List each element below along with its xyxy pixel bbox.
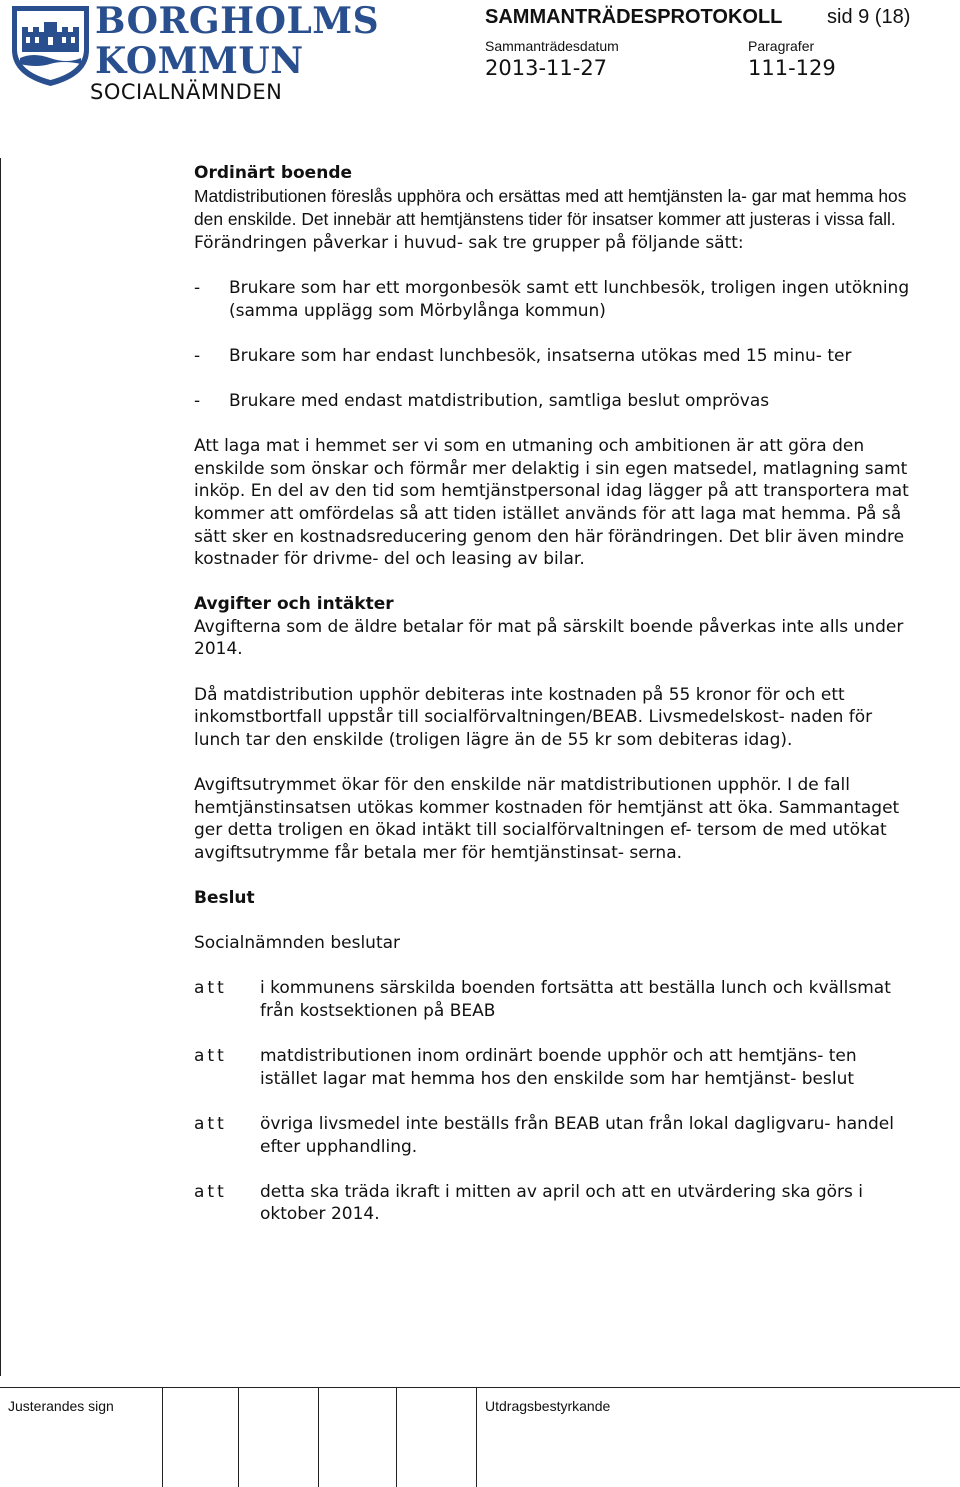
bullet-dash: - [194,390,201,411]
decision-item-text: matdistributionen inom ordinärt boende upphör och att hemtjäns- ten istället lagar mat hemma hos den enskilde som har hemtjänst- beslut [260,1046,857,1089]
decision-item-text: övriga livsmedel inte beställs från BEAB utan från lokal dagligvaru- handel efter upphandling. [260,1113,894,1157]
bullet-dash: - [194,277,201,298]
bullet-dash: - [194,345,201,366]
list-item [194,277,910,322]
decision-item [194,977,910,1022]
decision-item [194,1113,910,1158]
intro-continuation: Förändringen påverkar i huvud- sak tre grupper på följande sätt: [194,232,744,253]
protocol-title: SAMMANTRÄDESPROTOKOLL [485,6,783,28]
paragraphs-label: Paragrafer [748,38,815,54]
paragraphs-value: 111-129 [748,56,836,80]
att-label: att [194,1046,227,1067]
decision-item-text: i kommunens särskilda boenden fortsätta att beställa lunch och kvällsmat från kostsektionen på BEAB [260,978,891,1021]
decision-item-text: detta ska träda ikraft i mitten av april och att en utvärdering ska görs i oktober 2014. [260,1181,863,1225]
att-label: att [194,1113,227,1134]
paragraph: Då matdistribution upphör debiteras inte kostnaden på 55 kronor för och ett inkomstbortfall uppstår till socialförvaltningen/BEAB. Livsmedelskost- naden för lunch tar den enskilde (troligen lägre än de 55 kr som debiteras idag). [194,684,873,750]
section-intro [194,185,910,255]
meeting-date-label: Sammanträdesdatum [485,38,619,54]
left-margin-rule [0,158,1,1376]
section-heading-decision: Beslut [194,888,255,908]
footer-rule [0,1387,960,1388]
brand-name-line1: BORGHOLMS [95,0,380,42]
meeting-date-value: 2013-11-27 [485,56,608,80]
paragraph: Avgifterna som de äldre betalar för mat på särskilt boende påverkas inte alls under 2014. [194,616,904,660]
footer-divider [396,1387,397,1487]
section-heading-ordinary-housing: Ordinärt boende [194,163,353,183]
list-item [194,345,910,368]
decision-item [194,1181,910,1226]
section-heading-fees: Avgifter och intäkter [194,594,394,615]
castle-crest-icon [8,2,93,88]
page-number: sid 9 (18) [827,6,911,28]
document-body [194,162,910,1226]
decision-item [194,1045,910,1090]
list-item-text: Brukare som har ett morgonbesök samt ett lunchbesök, troligen ingen utökning (samma upplägg som Mörbylånga kommun) [229,277,910,321]
footer-divider [162,1387,163,1487]
decision-intro: Socialnämnden beslutar [194,933,401,954]
list-item-text: Brukare med endast matdistribution, samtliga beslut omprövas [229,390,770,411]
department-name: SOCIALNÄMNDEN [90,80,283,104]
footer-divider [476,1387,477,1487]
footer-divider [238,1387,239,1487]
att-label: att [194,1181,227,1202]
paragraph: Avgiftsutrymmet ökar för den enskilde när matdistributionen upphör. I de fall hemtjänstinsatsen utökas kommer kostnaden för hemtjänst att öka. Sammantaget ger detta troligen en ökad intäkt till socialförvaltningen ef- tersom de med utökat avgiftsutrymme får betala mer för hemtjänstinsat- serna. [194,775,900,863]
brand-name-line2: KOMMUN [95,40,304,82]
list-item-text: Brukare som har endast lunchbesök, insatserna utökas med 15 minu- ter [229,345,852,366]
signature-field-label: Justerandes sign [8,1398,114,1414]
footer-divider [318,1387,319,1487]
att-label: att [194,978,227,999]
paragraph: Att laga mat i hemmet ser vi som en utmaning och ambitionen är att göra den enskilde som önskar och förmår mer delaktig i sin egen matsedel, matlagning samt inköp. En del av den tid som hemtjänstpersonal idag lägger på att transportera mat kommer att omfördelas så att tiden istället används för att laga mat hemma. På så sätt sker en kostnadsreducering genom den här förändringen. Det blir även mindre kostnader för drivme- del och leasing av bilar. [194,436,909,570]
intro-arial-text: Matdistributionen föreslås upphöra och ersättas med att hemtjänsten la- gar mat hemma hos den enskilde. Det innebär att hemtjänstens tider för insatser kommer att justeras i vissa fall. [194,185,907,230]
list-item [194,390,910,413]
extract-verification-label: Utdragsbestyrkande [485,1398,611,1414]
